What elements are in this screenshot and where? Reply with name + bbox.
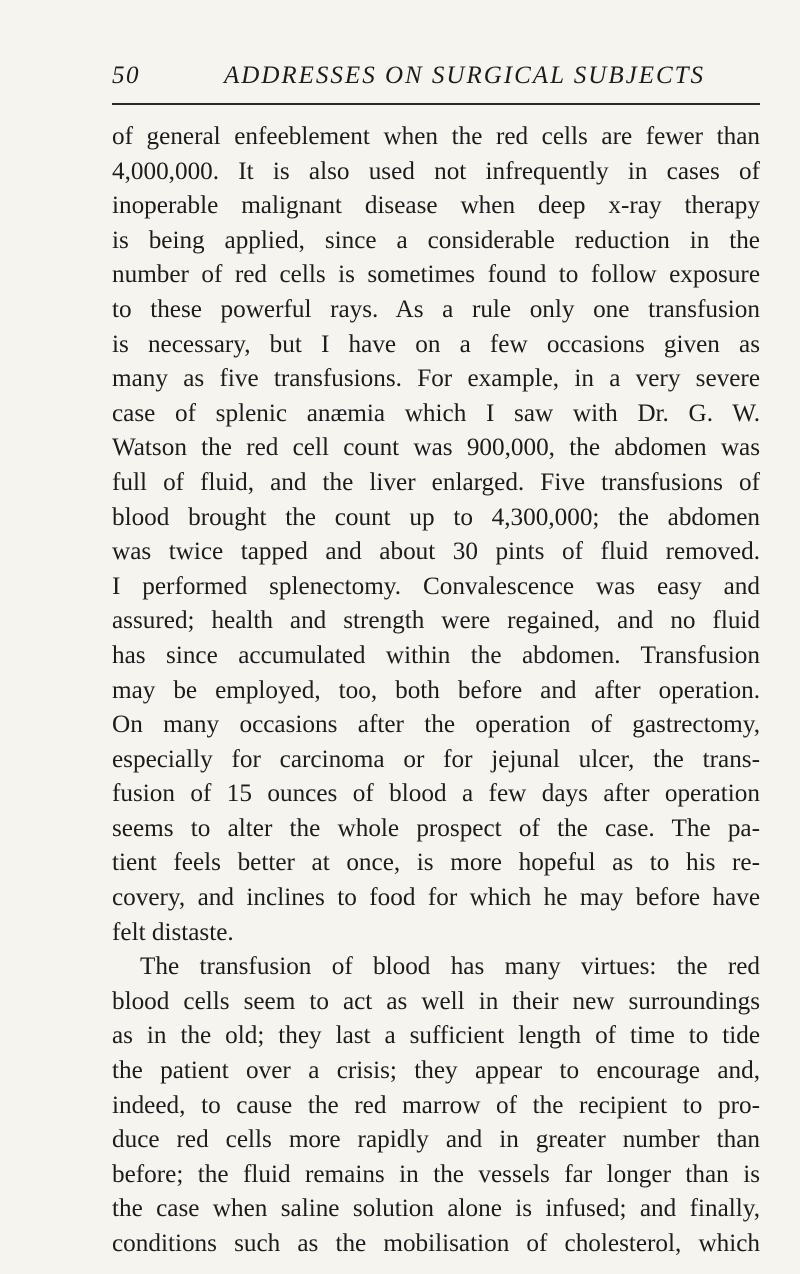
text-line: was twice tapped and about 30 pints of fluid removed. xyxy=(112,538,760,566)
text-line: blood brought the count up to 4,300,000; the abdomen xyxy=(112,503,760,531)
text-line: of general enfeeblement when the red cells are fewer than xyxy=(112,123,760,150)
text-line: as in the old; they last a sufficient length of time to tide xyxy=(112,1022,760,1050)
text-line: to these powerful rays. As a rule only one transfusion xyxy=(112,295,760,323)
running-title: ADDRESSES ON SURGICAL SUBJECTS xyxy=(224,62,706,89)
text-line: conditions such as the mobilisation of cholesterol, which xyxy=(112,1230,760,1257)
text-line: the case when saline solution alone is infused; and finally, xyxy=(112,1195,760,1223)
text-line: tient feels better at once, is more hopeful as to his re- xyxy=(112,849,760,877)
text-line: case of splenic anæmia which I saw with Dr. G. W. xyxy=(112,399,760,427)
text-line: the patient over a crisis; they appear to encourage and, xyxy=(112,1057,760,1085)
text-line: is necessary, but I have on a few occasions given as xyxy=(112,330,760,358)
body-text xyxy=(112,120,760,1262)
text-line: fusion of 15 ounces of blood a few days after operation xyxy=(112,780,760,808)
running-head xyxy=(112,62,760,96)
text-line: I performed splenectomy. Convalescence was easy and xyxy=(112,572,760,600)
text-line: inoperable malignant disease when deep x-ray therapy xyxy=(112,192,760,220)
text-line: indeed, to cause the red marrow of the recipient to pro- xyxy=(112,1091,760,1119)
text-line: has since accumulated within the abdomen. Transfusion xyxy=(112,641,760,669)
text-line: 4,000,000. It is also used not infrequently in cases of xyxy=(112,157,760,185)
text-line: full of fluid, and the liver enlarged. Five transfusions of xyxy=(112,468,760,496)
text-line: assured; health and strength were regained, and no fluid xyxy=(112,607,760,635)
header-rule xyxy=(112,103,760,105)
text-line: many as five transfusions. For example, in a very severe xyxy=(112,365,760,393)
text-line: may be employed, too, both before and after operation. xyxy=(112,676,760,704)
text-line: before; the fluid remains in the vessels far longer than is xyxy=(112,1160,760,1188)
text-line: is being applied, since a considerable reduction in the xyxy=(112,226,760,254)
text-line: felt distaste. xyxy=(112,918,234,946)
text-line: On many occasions after the operation of gastrectomy, xyxy=(112,711,760,739)
text-line: blood cells seem to act as well in their new surroundings xyxy=(112,987,760,1015)
text-line: covery, and inclines to food for which he may before have xyxy=(112,884,760,912)
text-line: The transfusion of blood has many virtues: the red xyxy=(140,953,760,981)
text-line: seems to alter the whole prospect of the case. The pa- xyxy=(112,814,760,842)
text-line: especially for carcinoma or for jejunal ulcer, the trans- xyxy=(112,745,760,773)
text-line: Watson the red cell count was 900,000, the abdomen was xyxy=(112,434,760,462)
page-number: 50 xyxy=(112,62,140,89)
text-line: duce red cells more rapidly and in greater number than xyxy=(112,1126,760,1154)
text-line: number of red cells is sometimes found to follow exposure xyxy=(112,261,760,289)
